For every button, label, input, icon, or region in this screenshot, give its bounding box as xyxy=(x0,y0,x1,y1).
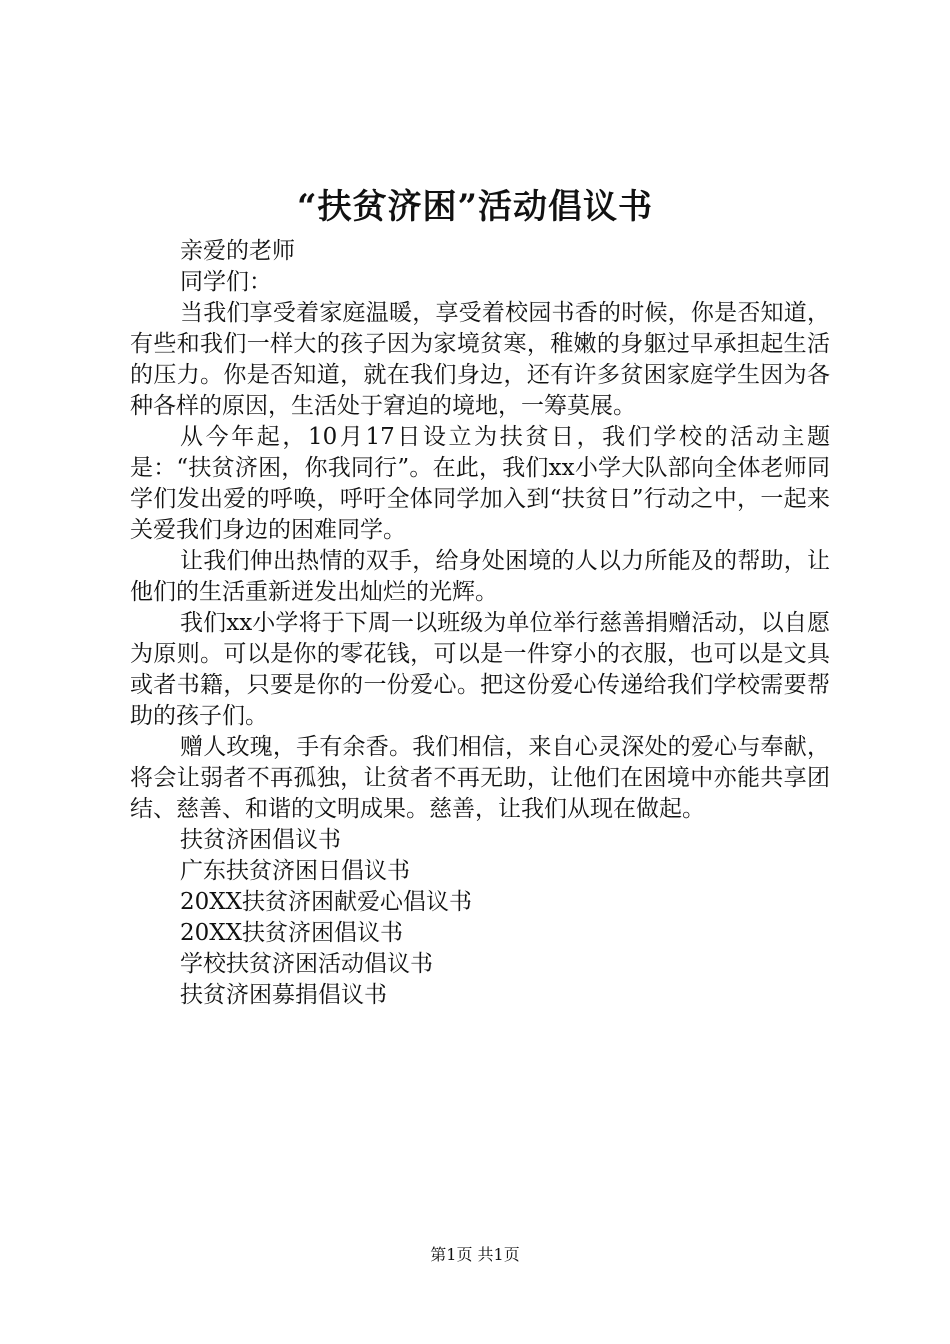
body-paragraph: 当我们享受着家庭温暖，享受着校园书香的时候，你是否知道，有些和我们一样大的孩子因为家境贫寒，稚嫩的身躯过早承担起生活的压力。你是否知道，就在我们身边，还有许多贫困家庭学生因为各种各样的原因，生活处于窘迫的境地，一筹莫展。 xyxy=(130,300,830,419)
related-title: 扶贫济困募捐倡议书 xyxy=(180,982,387,1008)
salutation-line: 同学们： xyxy=(180,269,272,295)
document-body xyxy=(130,236,830,1011)
body-paragraph: 让我们伸出热情的双手，给身处困境的人以力所能及的帮助，让他们的生活重新迸发出灿烂的光辉。 xyxy=(130,548,830,605)
related-title: 学校扶贫济困活动倡议书 xyxy=(180,951,433,977)
body-paragraph: 从今年起，10月17日设立为扶贫日，我们学校的活动主题是：“扶贫济困，你我同行”。在此，我们xx小学大队部向全体老师同学们发出爱的呼唤，呼吁全体同学加入到“扶贫日”行动之中，一起来关爱我们身边的困难同学。 xyxy=(130,424,830,543)
related-title: 扶贫济困倡议书 xyxy=(180,827,341,853)
related-title: 广东扶贫济困日倡议书 xyxy=(180,858,410,884)
body-paragraph: 我们xx小学将于下周一以班级为单位举行慈善捐赠活动，以自愿为原则。可以是你的零花钱，可以是一件穿小的衣服，也可以是文具或者书籍，只要是你的一份爱心。把这份爱心传递给我们学校需要帮助的孩子们。 xyxy=(130,610,830,729)
related-title: 20XX扶贫济困献爱心倡议书 xyxy=(180,889,473,915)
related-title: 20XX扶贫济困倡议书 xyxy=(180,920,404,946)
salutation-line: 亲爱的老师 xyxy=(180,238,295,264)
page-footer: 第1页 共1页 xyxy=(430,1245,520,1264)
body-paragraph: 赠人玫瑰，手有余香。我们相信，来自心灵深处的爱心与奉献，将会让弱者不再孤独，让贫者不再无助，让他们在困境中亦能共享团结、慈善、和谐的文明成果。慈善，让我们从现在做起。 xyxy=(130,734,830,822)
page-title: “扶贫济困”活动倡议书 xyxy=(296,187,654,227)
